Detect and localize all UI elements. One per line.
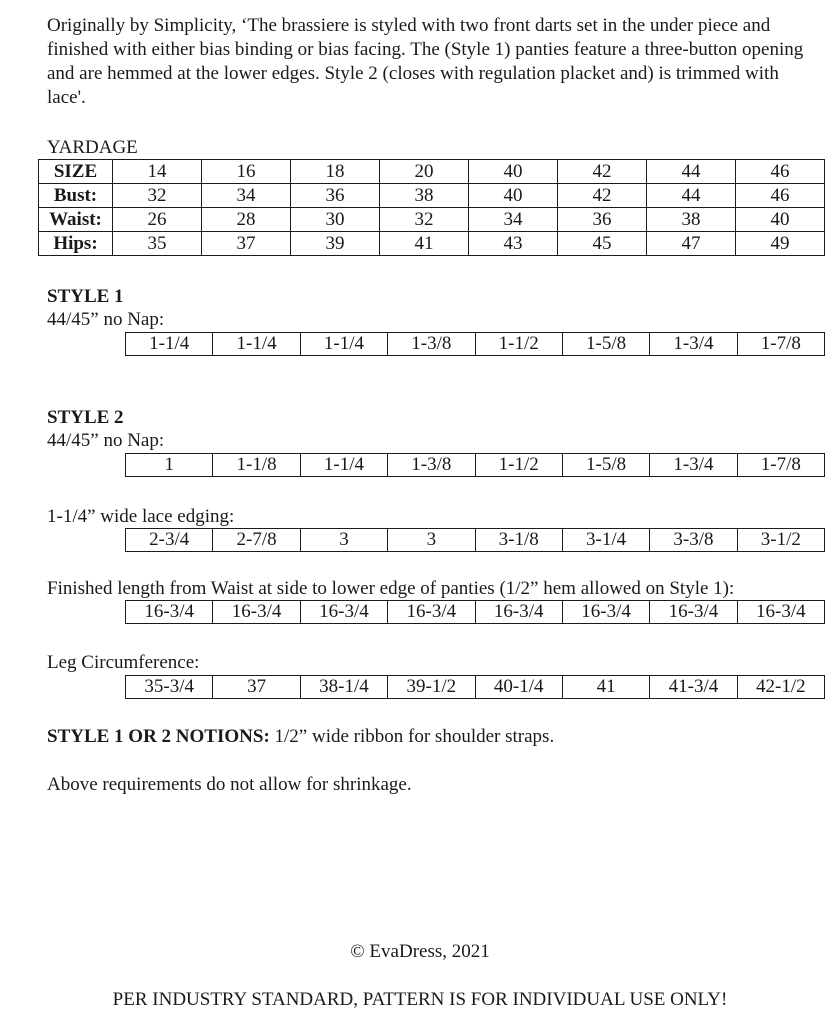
yardage-cell: 1-1/4	[300, 454, 387, 477]
size-table-cell: 46	[736, 160, 825, 184]
size-table-cell: 40	[736, 208, 825, 232]
yardage-cell: 3-1/2	[737, 529, 824, 552]
size-table-cell: 35	[113, 232, 202, 256]
lace-edging-table	[125, 528, 825, 552]
yardage-cell: 42-1/2	[737, 676, 824, 699]
size-table-row	[39, 184, 825, 208]
intro-paragraph: Originally by Simplicity, ‘The brassiere is styled with two front darts set in the under piece and finished with either bias binding or bias facing. The (Style 1) panties feature a three-button opening and are hemmed at the lower edges. Style 2 (closes with regulation placket and) is trimmed with lace'.	[47, 15, 804, 108]
yardage-cell: 1-7/8	[737, 454, 824, 477]
yardage-cell: 16-3/4	[475, 601, 562, 624]
yardage-cell: 1-1/4	[300, 333, 387, 356]
size-table-cell: 38	[647, 208, 736, 232]
style2-heading: STYLE 2	[47, 407, 124, 428]
yardage-cell: 1-7/8	[737, 333, 824, 356]
size-table-row-header: Hips:	[39, 232, 113, 256]
lace-edging-label: 1-1/4” wide lace edging:	[47, 506, 235, 527]
size-table-cell: 49	[736, 232, 825, 256]
yardage-cell: 41-3/4	[650, 676, 737, 699]
size-table-cell: 41	[380, 232, 469, 256]
size-table-row-header: SIZE	[39, 160, 113, 184]
size-table-cell: 40	[469, 160, 558, 184]
yardage-cell: 1-3/4	[650, 333, 737, 356]
size-table-cell: 40	[469, 184, 558, 208]
finished-length-table	[125, 600, 825, 624]
style1-nap-row	[126, 333, 825, 356]
size-table-cell: 34	[469, 208, 558, 232]
yardage-cell: 16-3/4	[650, 601, 737, 624]
copyright-notice: © EvaDress, 2021	[350, 941, 490, 962]
yardage-cell: 2-3/4	[126, 529, 213, 552]
yardage-cell: 1	[126, 454, 213, 477]
yardage-cell: 2-7/8	[213, 529, 300, 552]
yardage-label: YARDAGE	[47, 137, 138, 158]
yardage-cell: 16-3/4	[126, 601, 213, 624]
size-table-cell: 18	[291, 160, 380, 184]
yardage-cell: 3	[388, 529, 475, 552]
yardage-cell: 3-3/8	[650, 529, 737, 552]
notions-heading: STYLE 1 OR 2 NOTIONS:	[47, 726, 270, 747]
yardage-cell: 1-5/8	[562, 454, 649, 477]
finished-length-row	[126, 601, 825, 624]
style2-nap-label: 44/45” no Nap:	[47, 430, 165, 451]
shrinkage-note: Above requirements do not allow for shrinkage.	[47, 774, 412, 795]
size-table-cell: 26	[113, 208, 202, 232]
notions-text: 1/2” wide ribbon for shoulder straps.	[269, 726, 555, 747]
yardage-cell: 37	[213, 676, 300, 699]
yardage-cell: 1-5/8	[562, 333, 649, 356]
yardage-cell: 3	[300, 529, 387, 552]
yardage-cell: 1-1/2	[475, 333, 562, 356]
size-table-row	[39, 160, 825, 184]
style1-heading: STYLE 1	[47, 286, 124, 307]
size-table-cell: 47	[647, 232, 736, 256]
legal-notice: PER INDUSTRY STANDARD, PATTERN IS FOR INDIVIDUAL USE ONLY!	[112, 989, 728, 1010]
size-table-cell: 43	[469, 232, 558, 256]
yardage-cell: 1-3/8	[388, 333, 475, 356]
size-table-cell: 42	[558, 160, 647, 184]
yardage-cell: 35-3/4	[126, 676, 213, 699]
yardage-cell: 16-3/4	[562, 601, 649, 624]
size-table-cell: 28	[202, 208, 291, 232]
size-table-cell: 46	[736, 184, 825, 208]
yardage-cell: 1-3/4	[650, 454, 737, 477]
size-table-row-header: Waist:	[39, 208, 113, 232]
notions-line	[47, 725, 554, 749]
yardage-cell: 1-3/8	[388, 454, 475, 477]
yardage-cell: 1-1/4	[213, 333, 300, 356]
size-table-row	[39, 232, 825, 256]
yardage-cell: 1-1/2	[475, 454, 562, 477]
style2-nap-table	[125, 453, 825, 477]
size-table-cell: 44	[647, 184, 736, 208]
size-measurements-table	[38, 159, 825, 256]
size-table-cell: 36	[558, 208, 647, 232]
size-table-row	[39, 208, 825, 232]
size-table-cell: 42	[558, 184, 647, 208]
yardage-cell: 16-3/4	[737, 601, 824, 624]
yardage-cell: 16-3/4	[213, 601, 300, 624]
style2-nap-row	[126, 454, 825, 477]
lace-edging-row	[126, 529, 825, 552]
leg-circumference-row	[126, 676, 825, 699]
size-table-cell: 32	[113, 184, 202, 208]
size-table-cell: 30	[291, 208, 380, 232]
yardage-cell: 1-1/4	[126, 333, 213, 356]
style1-nap-table	[125, 332, 825, 356]
leg-circumference-table	[125, 675, 825, 699]
size-table-cell: 45	[558, 232, 647, 256]
yardage-cell: 3-1/8	[475, 529, 562, 552]
size-table-row-header: Bust:	[39, 184, 113, 208]
yardage-cell: 16-3/4	[300, 601, 387, 624]
yardage-cell: 3-1/4	[562, 529, 649, 552]
size-table-cell: 32	[380, 208, 469, 232]
size-table-cell: 36	[291, 184, 380, 208]
style1-nap-label: 44/45” no Nap:	[47, 309, 165, 330]
yardage-cell: 16-3/4	[388, 601, 475, 624]
size-table-cell: 38	[380, 184, 469, 208]
size-table-cell: 20	[380, 160, 469, 184]
yardage-cell: 41	[562, 676, 649, 699]
yardage-cell: 38-1/4	[300, 676, 387, 699]
size-table-cell: 39	[291, 232, 380, 256]
size-table-cell: 44	[647, 160, 736, 184]
yardage-cell: 1-1/8	[213, 454, 300, 477]
size-table-cell: 16	[202, 160, 291, 184]
finished-length-label: Finished length from Waist at side to lower edge of panties (1/2” hem allowed on Style 1):	[47, 578, 735, 599]
leg-circumference-label: Leg Circumference:	[47, 652, 200, 673]
yardage-cell: 39-1/2	[388, 676, 475, 699]
size-table-cell: 34	[202, 184, 291, 208]
yardage-cell: 40-1/4	[475, 676, 562, 699]
size-table-cell: 37	[202, 232, 291, 256]
size-table-cell: 14	[113, 160, 202, 184]
